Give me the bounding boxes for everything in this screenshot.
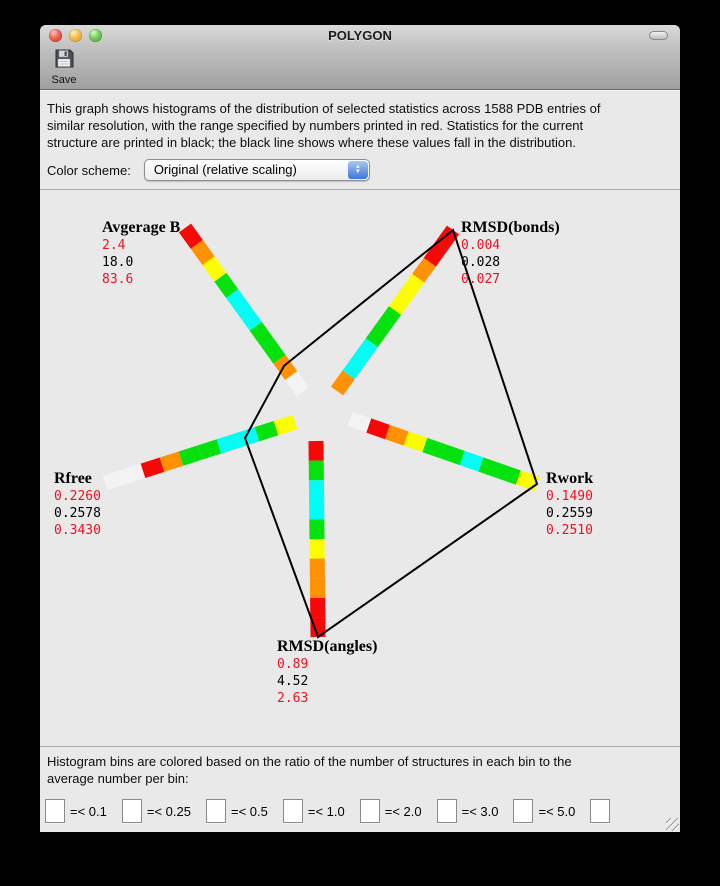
- axis-bar: [105, 422, 295, 483]
- save-button-label: Save: [51, 74, 77, 86]
- legend-item: [45, 799, 107, 823]
- title-bar[interactable]: [40, 25, 680, 46]
- legend-item: [283, 799, 345, 823]
- axis-min-value: 0.89: [277, 657, 309, 672]
- axis-current-value: 4.52: [277, 674, 309, 689]
- axis-label-avgerage-b: [102, 218, 180, 288]
- legend-item: [122, 799, 191, 823]
- legend-swatch-cyan: [437, 799, 457, 823]
- description-line: structure are printed in black; the black line shows where these values fall in the distribution.: [47, 135, 576, 150]
- axis-name: Rwork: [546, 470, 594, 487]
- legend-swatch-purple: [590, 799, 610, 823]
- axis-min-value: 0.1490: [546, 489, 593, 504]
- legend-label: =< 3.0: [461, 803, 499, 819]
- axis-name: RMSD(angles): [277, 638, 378, 655]
- toolbar: [40, 46, 680, 90]
- legend-label: =< 2.0: [384, 803, 422, 819]
- legend-swatch-orange: [206, 799, 226, 823]
- description-line: This graph shows histograms of the distribution of selected statistics across 1588 PDB entries of: [47, 101, 601, 116]
- zoom-button[interactable]: [89, 29, 102, 42]
- legend-label: =< 1.0: [307, 803, 345, 819]
- legend-row: [45, 799, 615, 823]
- axis-name: RMSD(bonds): [461, 219, 560, 236]
- polygon-window: [40, 25, 680, 832]
- legend-label: =< 5.0: [538, 803, 576, 819]
- legend-swatch-green: [360, 799, 380, 823]
- legend-label: =< 0.25: [146, 803, 191, 819]
- axis-current-value: 18.0: [102, 255, 134, 270]
- axis-label-rmsd-bonds: [461, 218, 560, 288]
- axis-current-value: 0.028: [461, 255, 501, 270]
- axis-current-value: 0.2559: [546, 506, 593, 521]
- window-title: POLYGON: [328, 28, 392, 43]
- axis-name: Rfree: [54, 470, 92, 487]
- color-scheme-row: [47, 159, 370, 181]
- axis-label-rfree: [54, 469, 101, 539]
- legend-panel: [40, 746, 680, 832]
- legend-intro-line: average number per bin:: [47, 771, 189, 786]
- resize-grip[interactable]: [666, 818, 679, 831]
- axis-max-value: 0.2510: [546, 523, 593, 538]
- color-scheme-label: Color scheme:: [47, 162, 131, 178]
- legend-intro-line: Histogram bins are colored based on the ratio of the number of structures in each bin to the: [47, 754, 572, 769]
- legend-item: [360, 799, 422, 823]
- axis-bar: [316, 441, 318, 637]
- legend-swatch-red: [122, 799, 142, 823]
- save-icon: [54, 55, 74, 72]
- axis-bar: [185, 228, 303, 392]
- popup-stepper-icon: ▲ ▼: [348, 161, 368, 179]
- axis-current-value: 0.2578: [54, 506, 101, 521]
- color-scheme-select[interactable]: [144, 159, 370, 181]
- axis-label-rwork: [546, 469, 593, 539]
- legend-item: [437, 799, 499, 823]
- legend-swatch-white: [45, 799, 65, 823]
- legend-swatch-yellow: [283, 799, 303, 823]
- legend-item: [513, 799, 575, 823]
- axis-label-rmsd-angles: [277, 637, 377, 707]
- legend-item: [590, 799, 615, 823]
- description-line: similar resolution, with the range specified by numbers printed in red. Statistics for the current: [47, 118, 584, 133]
- close-button[interactable]: [49, 29, 62, 42]
- axis-min-value: 0.004: [461, 238, 501, 253]
- description-panel: [40, 90, 680, 190]
- axis-max-value: 83.6: [102, 272, 134, 287]
- legend-label: =< 0.5: [230, 803, 268, 819]
- legend-label: =< 0.1: [70, 803, 107, 819]
- axis-name: Avgerage B: [102, 219, 181, 236]
- minimize-button[interactable]: [69, 29, 82, 42]
- legend-item: [206, 799, 268, 823]
- axis-max-value: 2.63: [277, 691, 309, 706]
- toolbar-toggle-pill[interactable]: [649, 31, 668, 40]
- axis-max-value: 0.3430: [54, 523, 101, 538]
- legend-swatch-blue: [513, 799, 533, 823]
- axis-bar: [350, 419, 537, 484]
- radar-chart-panel: [40, 190, 680, 746]
- axis-min-value: 0.2260: [54, 489, 101, 504]
- save-button[interactable]: [44, 49, 84, 86]
- axis-min-value: 2.4: [102, 238, 126, 253]
- color-scheme-selected-value: Original (relative scaling): [153, 162, 297, 177]
- axis-max-value: 0.027: [461, 272, 501, 287]
